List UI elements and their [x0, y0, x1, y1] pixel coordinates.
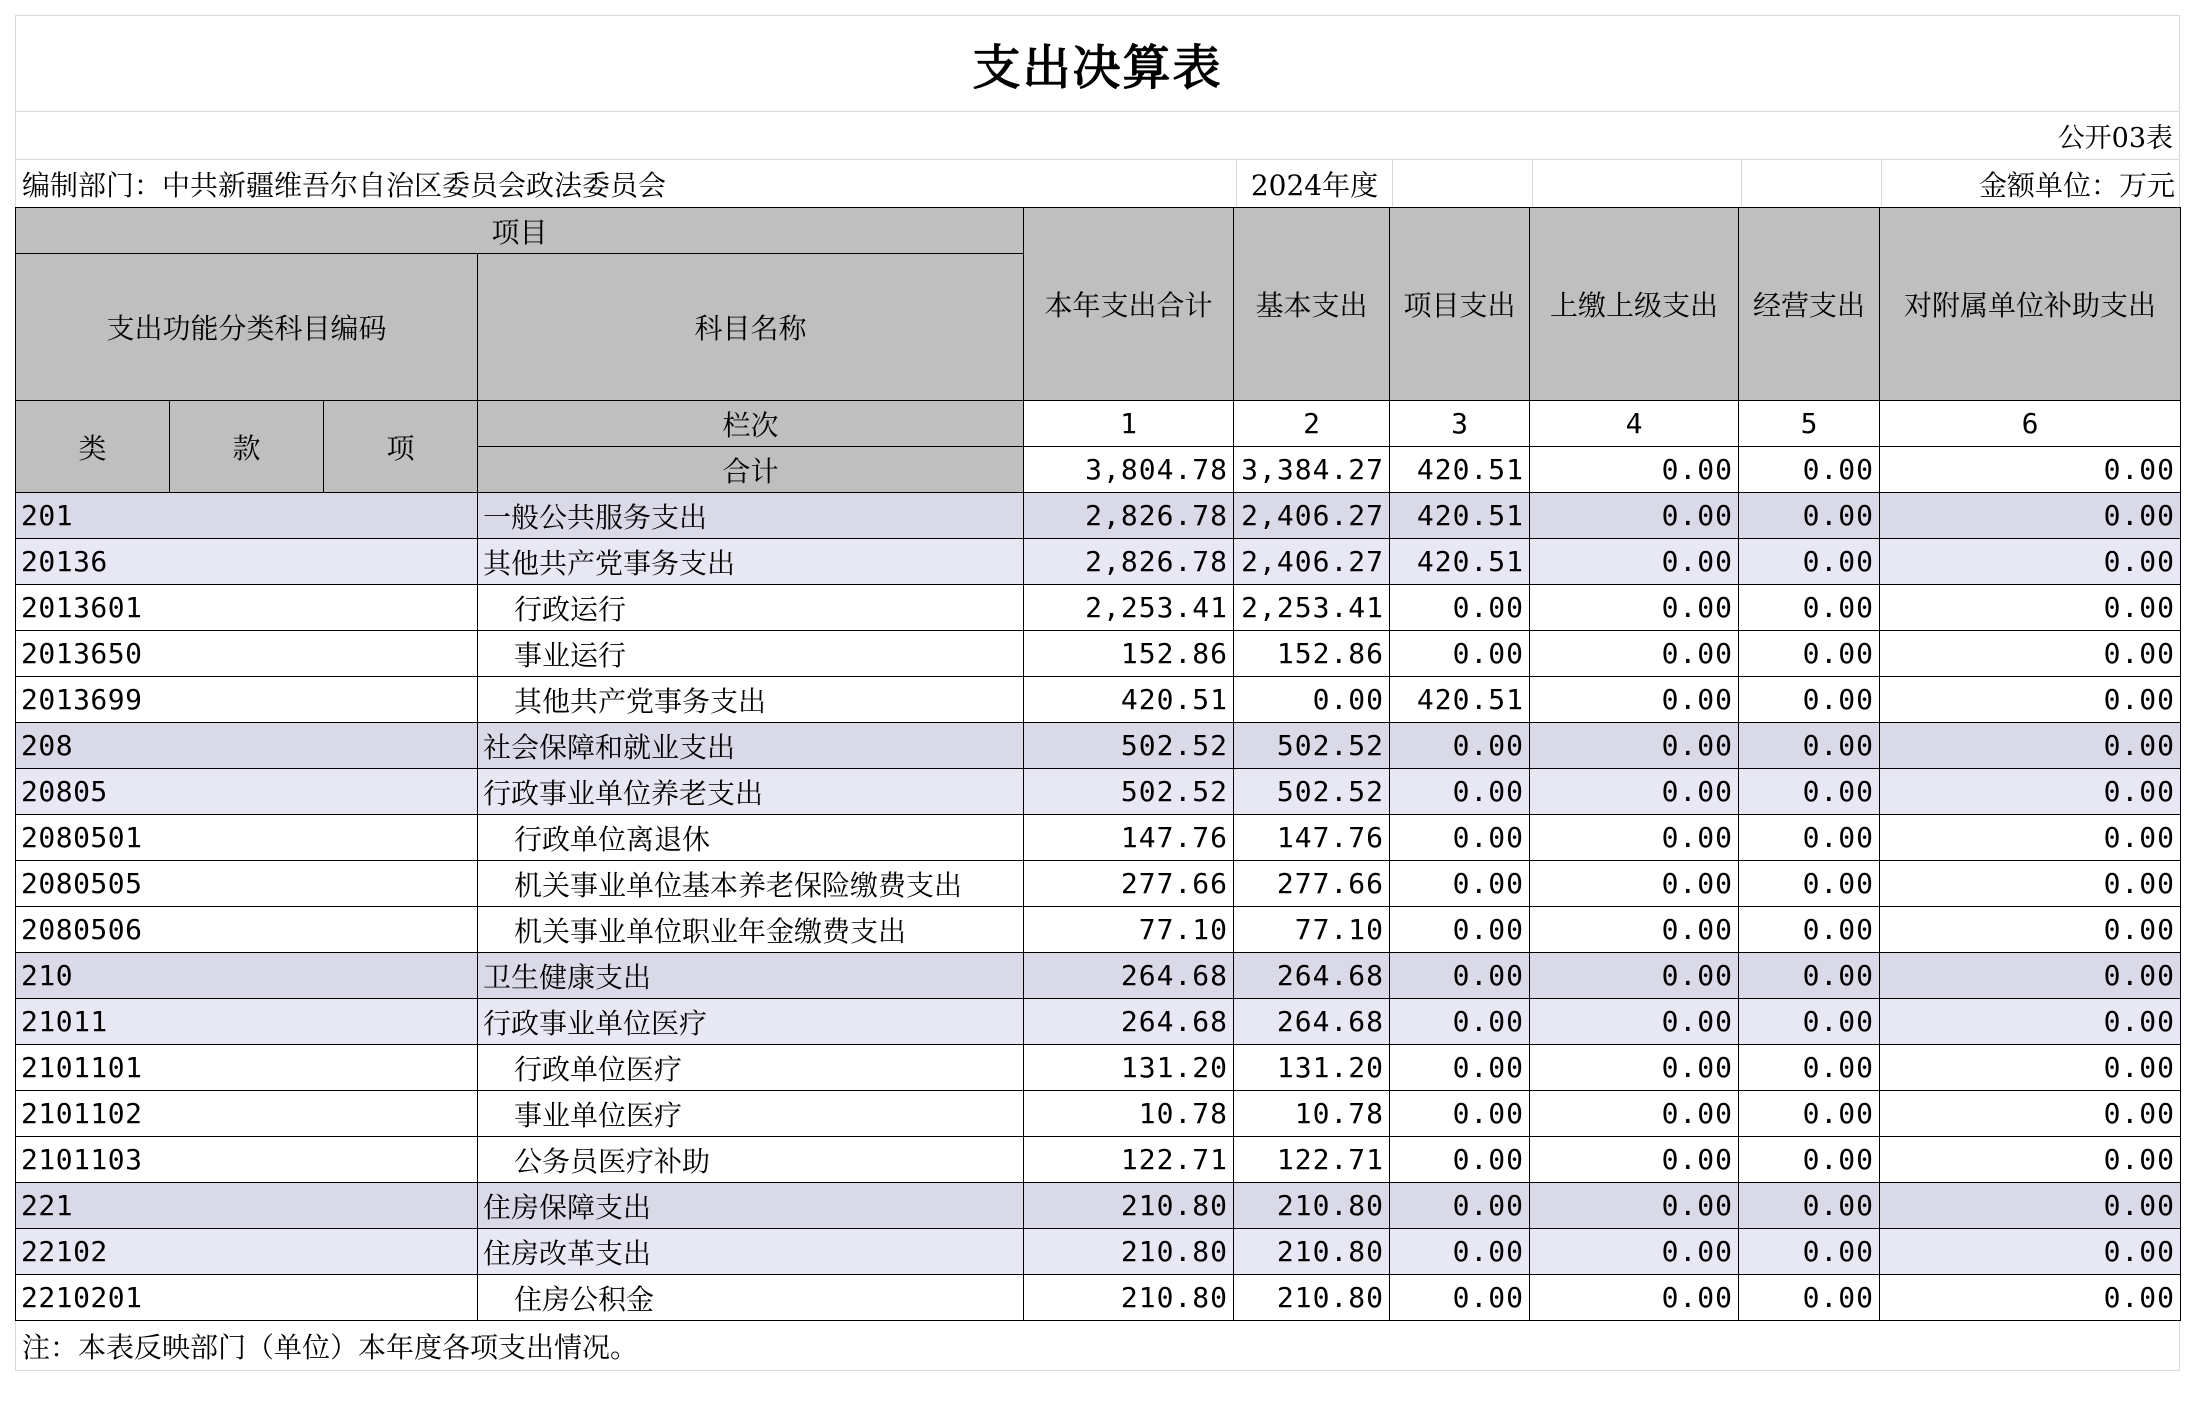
row-name: 其他共产党事务支出 — [478, 677, 1024, 723]
row-subsidy: 0.00 — [1880, 1229, 2181, 1275]
row-project: 0.00 — [1390, 723, 1530, 769]
table-row — [16, 907, 2181, 953]
row-code: 2013650 — [16, 631, 478, 677]
row-basic: 77.10 — [1234, 907, 1390, 953]
row-business: 0.00 — [1739, 769, 1880, 815]
row-subsidy: 0.00 — [1880, 861, 2181, 907]
sum-upper: 0.00 — [1530, 447, 1739, 493]
row-business: 0.00 — [1739, 677, 1880, 723]
row-upper: 0.00 — [1530, 815, 1739, 861]
row-business: 0.00 — [1739, 999, 1880, 1045]
row-code: 2080505 — [16, 861, 478, 907]
header-upper: 上缴上级支出 — [1530, 208, 1739, 401]
row-upper: 0.00 — [1530, 631, 1739, 677]
row-upper: 0.00 — [1530, 539, 1739, 585]
row-name: 机关事业单位职业年金缴费支出 — [478, 907, 1024, 953]
row-business: 0.00 — [1739, 1045, 1880, 1091]
header-basic: 基本支出 — [1234, 208, 1390, 401]
row-total: 77.10 — [1024, 907, 1234, 953]
row-subsidy: 0.00 — [1880, 585, 2181, 631]
row-total: 2,826.78 — [1024, 539, 1234, 585]
row-name: 公务员医疗补助 — [478, 1137, 1024, 1183]
row-name: 行政单位离退休 — [478, 815, 1024, 861]
table-row — [16, 1045, 2181, 1091]
row-basic: 210.80 — [1234, 1183, 1390, 1229]
table-row — [16, 1275, 2181, 1321]
row-name: 卫生健康支出 — [478, 953, 1024, 999]
table-row — [16, 769, 2181, 815]
table-row — [16, 723, 2181, 769]
table-row — [16, 677, 2181, 723]
row-subsidy: 0.00 — [1880, 999, 2181, 1045]
row-basic: 2,406.27 — [1234, 539, 1390, 585]
row-subsidy: 0.00 — [1880, 1137, 2181, 1183]
row-basic: 210.80 — [1234, 1275, 1390, 1321]
row-upper: 0.00 — [1530, 907, 1739, 953]
row-total: 277.66 — [1024, 861, 1234, 907]
row-subsidy: 0.00 — [1880, 1183, 2181, 1229]
row-name: 其他共产党事务支出 — [478, 539, 1024, 585]
row-project: 0.00 — [1390, 815, 1530, 861]
row-total: 210.80 — [1024, 1229, 1234, 1275]
row-subsidy: 0.00 — [1880, 631, 2181, 677]
row-basic: 277.66 — [1234, 861, 1390, 907]
sum-basic: 3,384.27 — [1234, 447, 1390, 493]
year-label: 2024年度 — [1236, 160, 1392, 207]
table-row — [16, 631, 2181, 677]
header-lei: 类 — [16, 401, 170, 493]
table-row — [16, 953, 2181, 999]
row-code: 221 — [16, 1183, 478, 1229]
row-name: 行政单位医疗 — [478, 1045, 1024, 1091]
row-total: 131.20 — [1024, 1045, 1234, 1091]
row-project: 0.00 — [1390, 631, 1530, 677]
row-name: 机关事业单位基本养老保险缴费支出 — [478, 861, 1024, 907]
row-total: 10.78 — [1024, 1091, 1234, 1137]
row-total: 122.71 — [1024, 1137, 1234, 1183]
row-code: 2013601 — [16, 585, 478, 631]
row-name: 住房公积金 — [478, 1275, 1024, 1321]
row-code: 2080501 — [16, 815, 478, 861]
header-kuan: 款 — [170, 401, 324, 493]
row-project: 0.00 — [1390, 1183, 1530, 1229]
meta-empty-cell — [1741, 160, 1881, 207]
row-basic: 210.80 — [1234, 1229, 1390, 1275]
header-col-index: 栏次 — [478, 401, 1024, 447]
col-num-5: 5 — [1739, 401, 1880, 447]
table-row — [16, 1137, 2181, 1183]
expenditure-sheet — [15, 15, 2180, 1371]
row-business: 0.00 — [1739, 1183, 1880, 1229]
row-code: 20805 — [16, 769, 478, 815]
col-num-1: 1 — [1024, 401, 1234, 447]
page-title: 支出决算表 — [15, 15, 2180, 111]
row-total: 210.80 — [1024, 1275, 1234, 1321]
row-total: 2,253.41 — [1024, 585, 1234, 631]
row-subsidy: 0.00 — [1880, 769, 2181, 815]
meta-row — [15, 159, 2180, 207]
row-business: 0.00 — [1739, 1229, 1880, 1275]
row-name: 行政事业单位医疗 — [478, 999, 1024, 1045]
row-basic: 2,253.41 — [1234, 585, 1390, 631]
row-business: 0.00 — [1739, 907, 1880, 953]
row-code: 2080506 — [16, 907, 478, 953]
row-project: 0.00 — [1390, 585, 1530, 631]
row-total: 502.52 — [1024, 723, 1234, 769]
row-code: 2013699 — [16, 677, 478, 723]
row-business: 0.00 — [1739, 1275, 1880, 1321]
row-project: 0.00 — [1390, 1137, 1530, 1183]
row-total: 264.68 — [1024, 953, 1234, 999]
col-num-4: 4 — [1530, 401, 1739, 447]
row-business: 0.00 — [1739, 1091, 1880, 1137]
table-row — [16, 815, 2181, 861]
header-subsidy: 对附属单位补助支出 — [1880, 208, 2181, 401]
row-subsidy: 0.00 — [1880, 493, 2181, 539]
row-upper: 0.00 — [1530, 953, 1739, 999]
meta-empty-cell — [1532, 160, 1741, 207]
row-basic: 502.52 — [1234, 769, 1390, 815]
row-basic: 264.68 — [1234, 953, 1390, 999]
row-code: 21011 — [16, 999, 478, 1045]
sum-label: 合计 — [478, 447, 1024, 493]
col-num-6: 6 — [1880, 401, 2181, 447]
row-subsidy: 0.00 — [1880, 1091, 2181, 1137]
header-xiang: 项 — [324, 401, 478, 493]
row-total: 147.76 — [1024, 815, 1234, 861]
row-name: 住房改革支出 — [478, 1229, 1024, 1275]
row-upper: 0.00 — [1530, 1229, 1739, 1275]
table-row — [16, 539, 2181, 585]
row-total: 264.68 — [1024, 999, 1234, 1045]
row-code: 2101101 — [16, 1045, 478, 1091]
row-project: 0.00 — [1390, 1091, 1530, 1137]
row-project: 420.51 — [1390, 539, 1530, 585]
row-name: 一般公共服务支出 — [478, 493, 1024, 539]
table-row — [16, 493, 2181, 539]
row-code: 2210201 — [16, 1275, 478, 1321]
row-subsidy: 0.00 — [1880, 1275, 2181, 1321]
row-upper: 0.00 — [1530, 1275, 1739, 1321]
row-project: 0.00 — [1390, 861, 1530, 907]
row-project: 0.00 — [1390, 1045, 1530, 1091]
row-basic: 147.76 — [1234, 815, 1390, 861]
header-item: 项目 — [16, 208, 1024, 254]
row-business: 0.00 — [1739, 493, 1880, 539]
row-name: 行政运行 — [478, 585, 1024, 631]
row-total: 152.86 — [1024, 631, 1234, 677]
row-upper: 0.00 — [1530, 493, 1739, 539]
row-code: 2101103 — [16, 1137, 478, 1183]
row-subsidy: 0.00 — [1880, 953, 2181, 999]
row-business: 0.00 — [1739, 815, 1880, 861]
header-project: 项目支出 — [1390, 208, 1530, 401]
row-upper: 0.00 — [1530, 999, 1739, 1045]
row-project: 0.00 — [1390, 1275, 1530, 1321]
row-basic: 0.00 — [1234, 677, 1390, 723]
row-business: 0.00 — [1739, 539, 1880, 585]
form-code-row — [15, 111, 2180, 159]
row-business: 0.00 — [1739, 723, 1880, 769]
row-project: 420.51 — [1390, 493, 1530, 539]
col-num-3: 3 — [1390, 401, 1530, 447]
row-project: 0.00 — [1390, 907, 1530, 953]
col-num-2: 2 — [1234, 401, 1390, 447]
row-project: 0.00 — [1390, 953, 1530, 999]
meta-empty-cell — [1392, 160, 1532, 207]
row-project: 420.51 — [1390, 677, 1530, 723]
dept-label: 编制部门：中共新疆维吾尔自治区委员会政法委员会 — [22, 168, 667, 202]
row-code: 22102 — [16, 1229, 478, 1275]
sum-total: 3,804.78 — [1024, 447, 1234, 493]
row-business: 0.00 — [1739, 861, 1880, 907]
row-total: 420.51 — [1024, 677, 1234, 723]
row-business: 0.00 — [1739, 585, 1880, 631]
row-subsidy: 0.00 — [1880, 723, 2181, 769]
row-code: 201 — [16, 493, 478, 539]
row-name: 行政事业单位养老支出 — [478, 769, 1024, 815]
row-name: 住房保障支出 — [478, 1183, 1024, 1229]
row-code: 2101102 — [16, 1091, 478, 1137]
table-row — [16, 1091, 2181, 1137]
row-upper: 0.00 — [1530, 723, 1739, 769]
row-upper: 0.00 — [1530, 1091, 1739, 1137]
row-project: 0.00 — [1390, 999, 1530, 1045]
row-upper: 0.00 — [1530, 1183, 1739, 1229]
row-basic: 122.71 — [1234, 1137, 1390, 1183]
row-subsidy: 0.00 — [1880, 907, 2181, 953]
sum-business: 0.00 — [1739, 447, 1880, 493]
row-total: 502.52 — [1024, 769, 1234, 815]
row-total: 210.80 — [1024, 1183, 1234, 1229]
sum-project: 420.51 — [1390, 447, 1530, 493]
header-func-code: 支出功能分类科目编码 — [16, 254, 478, 401]
row-upper: 0.00 — [1530, 861, 1739, 907]
header-row-1 — [16, 208, 2181, 254]
row-basic: 10.78 — [1234, 1091, 1390, 1137]
row-subsidy: 0.00 — [1880, 1045, 2181, 1091]
row-basic: 131.20 — [1234, 1045, 1390, 1091]
row-upper: 0.00 — [1530, 1045, 1739, 1091]
row-name: 事业单位医疗 — [478, 1091, 1024, 1137]
row-basic: 264.68 — [1234, 999, 1390, 1045]
table-row — [16, 1229, 2181, 1275]
sum-subsidy: 0.00 — [1880, 447, 2181, 493]
row-basic: 502.52 — [1234, 723, 1390, 769]
table-row — [16, 1183, 2181, 1229]
row-business: 0.00 — [1739, 953, 1880, 999]
unit-label: 金额单位：万元 — [1881, 160, 2181, 207]
row-basic: 2,406.27 — [1234, 493, 1390, 539]
form-code: 公开03表 — [2057, 123, 2173, 154]
footnote: 注：本表反映部门（单位）本年度各项支出情况。 — [15, 1321, 2180, 1371]
row-upper: 0.00 — [1530, 769, 1739, 815]
row-basic: 152.86 — [1234, 631, 1390, 677]
header-subject-name: 科目名称 — [478, 254, 1024, 401]
row-name: 社会保障和就业支出 — [478, 723, 1024, 769]
row-subsidy: 0.00 — [1880, 539, 2181, 585]
row-business: 0.00 — [1739, 1137, 1880, 1183]
row-code: 210 — [16, 953, 478, 999]
table-row — [16, 861, 2181, 907]
expenditure-table — [15, 207, 2181, 1321]
row-upper: 0.00 — [1530, 677, 1739, 723]
row-project: 0.00 — [1390, 769, 1530, 815]
row-upper: 0.00 — [1530, 1137, 1739, 1183]
table-row — [16, 999, 2181, 1045]
header-business: 经营支出 — [1739, 208, 1880, 401]
row-subsidy: 0.00 — [1880, 677, 2181, 723]
row-subsidy: 0.00 — [1880, 815, 2181, 861]
row-business: 0.00 — [1739, 631, 1880, 677]
row-project: 0.00 — [1390, 1229, 1530, 1275]
header-total: 本年支出合计 — [1024, 208, 1234, 401]
header-row-3 — [16, 401, 2181, 447]
row-code: 20136 — [16, 539, 478, 585]
row-upper: 0.00 — [1530, 585, 1739, 631]
row-code: 208 — [16, 723, 478, 769]
row-name: 事业运行 — [478, 631, 1024, 677]
table-row — [16, 585, 2181, 631]
row-total: 2,826.78 — [1024, 493, 1234, 539]
